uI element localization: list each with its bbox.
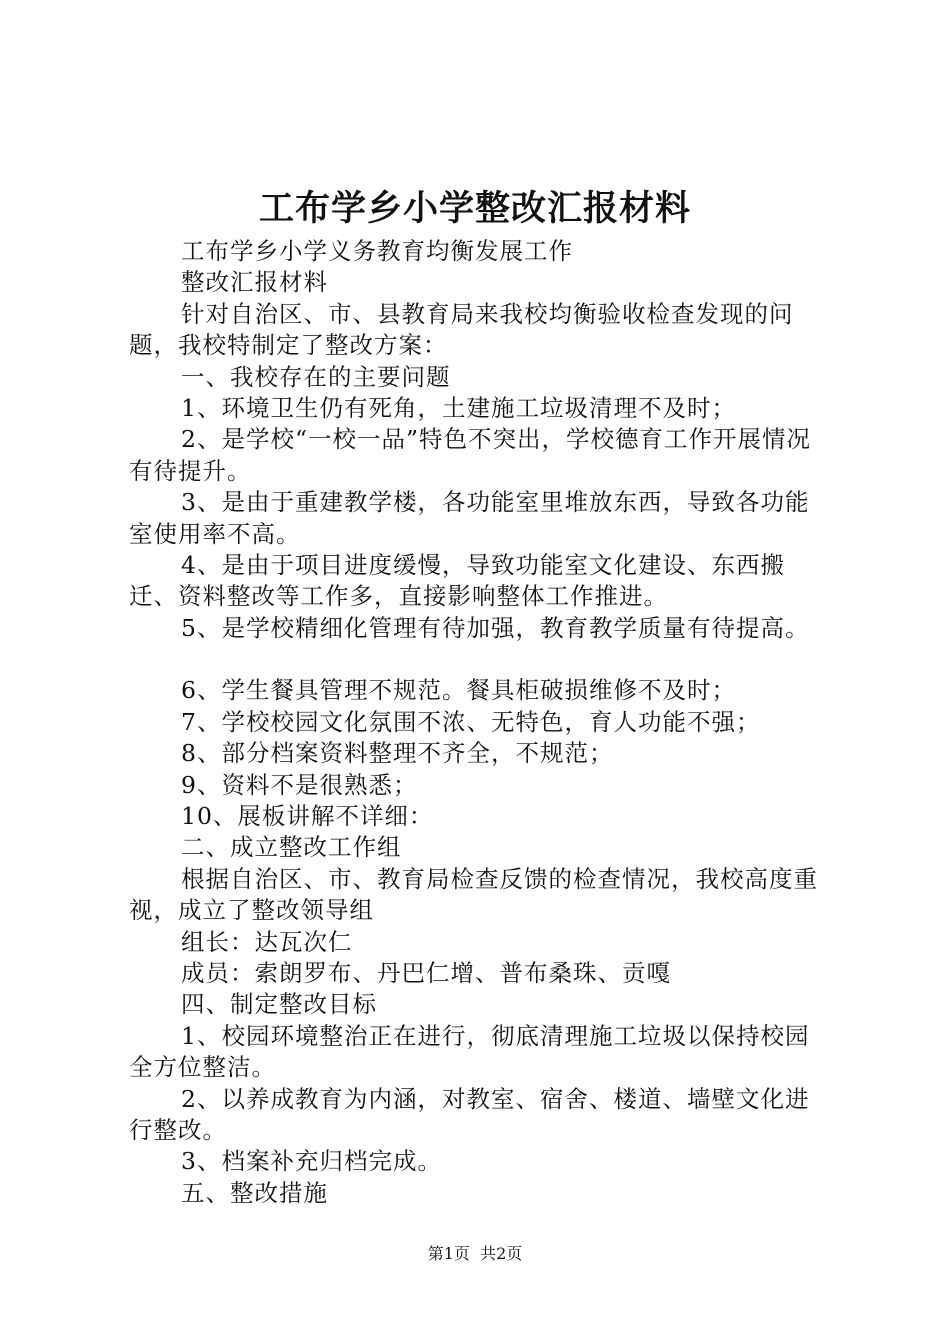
paragraph: 成员：索朗罗布、丹巴仁增、普布桑珠、贡嘎 xyxy=(181,958,671,987)
list-item: 3、档案补充归档完成。 xyxy=(181,1147,442,1176)
page-number-footer: 第1页 共2页 xyxy=(427,1244,523,1263)
section-heading: 四、制定整改目标 xyxy=(181,990,377,1019)
list-item: 1、环境卫生仍有死角，土建施工垃圾清理不及时； xyxy=(181,394,736,423)
section-heading: 一、我校存在的主要问题 xyxy=(181,362,451,391)
paragraph: 组长：达瓦次仁 xyxy=(181,927,353,956)
list-item: 6、学生餐具管理不规范。餐具柜破损维修不及时； xyxy=(181,676,736,705)
list-item: 2、以养成教育为内涵，对教室、宿舍、楼道、墙壁文化进行整改。 xyxy=(129,1084,810,1144)
list-item: 3、是由于重建教学楼，各功能室里堆放东西，导致各功能室使用率不高。 xyxy=(129,488,810,548)
list-item: 2、是学校“一校一品”特色不突出，学校德育工作开展情况有待提升。 xyxy=(129,425,811,485)
list-item: 9、资料不是很熟悉； xyxy=(181,770,418,799)
document-body xyxy=(129,236,831,1209)
paragraph: 工布学乡小学义务教育均衡发展工作 xyxy=(181,237,573,265)
paragraph: 根据自治区、市、教育局检查反馈的检查情况，我校高度重视，成立了整改领导组 xyxy=(129,864,818,925)
list-item: 5、是学校精细化管理有待加强，教育教学质量有待提高。 xyxy=(181,613,810,642)
list-item: 10、展板讲解不详细： xyxy=(181,801,434,830)
section-heading: 二、成立整改工作组 xyxy=(181,833,402,862)
list-item: 8、部分档案资料整理不齐全，不规范； xyxy=(181,739,614,768)
list-item: 1、校园环境整治正在进行，彻底清理施工垃圾以保持校园全方位整洁。 xyxy=(129,1021,810,1082)
document-title: 工布学乡小学整改汇报材料 xyxy=(258,188,691,229)
section-heading: 五、整改措施 xyxy=(181,1178,328,1207)
list-item: 4、是由于项目进度缓慢，导致功能室文化建设、东西搬迁、资料整改等工作多，直接影响整体工作推进。 xyxy=(129,551,785,611)
paragraph: 整改汇报材料 xyxy=(181,268,328,297)
list-item: 7、学校校园文化氛围不浓、无特色，育人功能不强； xyxy=(181,707,761,736)
paragraph: 针对自治区、市、县教育局来我校均衡验收检查发现的问题，我校特制定了整改方案： xyxy=(129,299,794,360)
